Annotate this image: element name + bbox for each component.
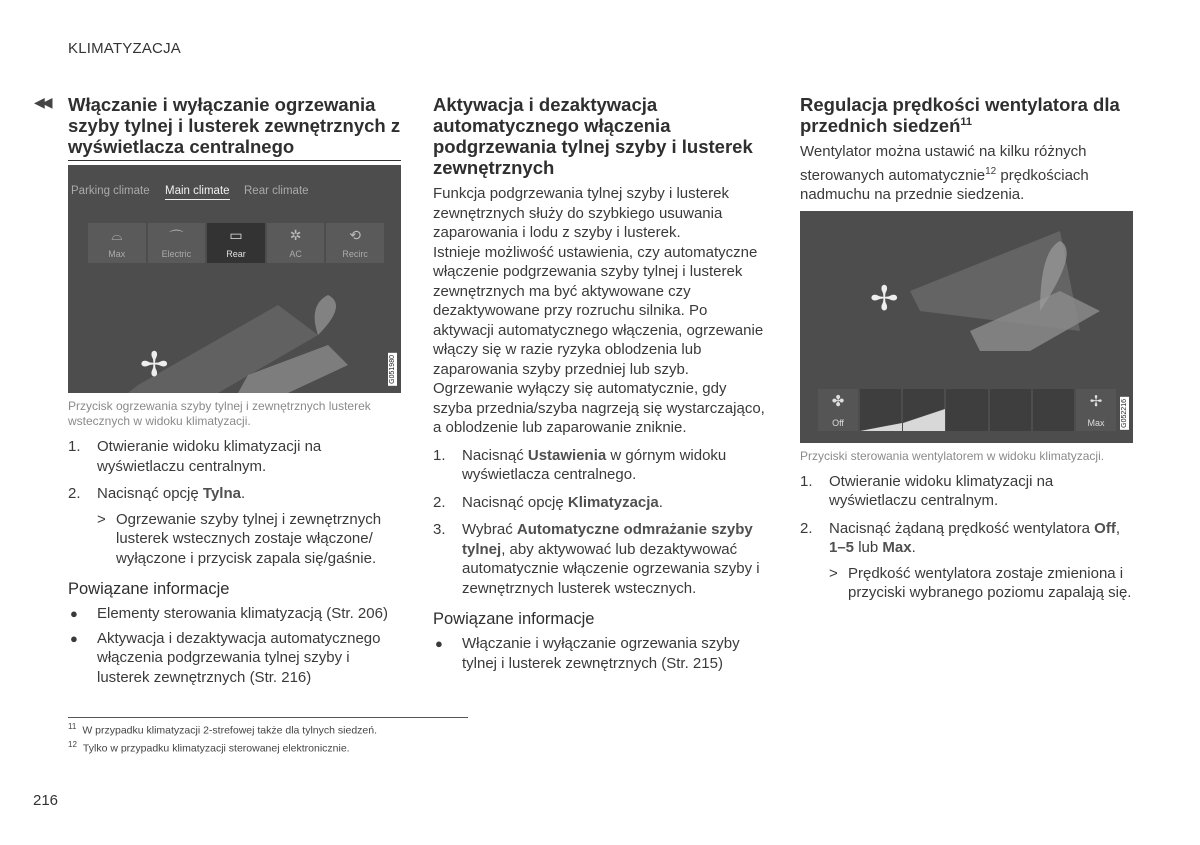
step-number: 1.: [800, 472, 813, 490]
related-text: Elementy sterowania klimatyzacją (Str. 206): [97, 605, 388, 622]
electric-windscreen-button[interactable]: [148, 223, 206, 263]
button-label: Max: [108, 249, 126, 259]
list-item: [433, 493, 766, 513]
figure-caption: Przyciski sterowania wentylatorem w widoku klimatyzacji.: [800, 448, 1105, 463]
option-name: Tylna: [202, 485, 241, 502]
fan-icon: ✢: [870, 279, 899, 318]
steps-list: [433, 446, 766, 599]
section-title: Włączanie i wyłączanie ogrzewania szyby tylnej i lusterek zewnętrznych z wyświetlacza centralnego: [68, 94, 401, 161]
tab-main-climate[interactable]: Main climate: [165, 185, 230, 200]
footnote-number: 12: [68, 740, 77, 749]
tab-parking-climate[interactable]: Parking climate: [71, 185, 150, 197]
step-text: Otwieranie widoku klimatyzacji na wyświetlaczu centralnym.: [97, 438, 322, 475]
page-number: 216: [33, 792, 59, 809]
max-defrost-icon: ⌓: [111, 227, 123, 243]
step-text: Nacisnąć: [462, 446, 528, 464]
section-title: [800, 94, 1133, 136]
fan-level-4[interactable]: [990, 389, 1031, 431]
related-link[interactable]: [68, 629, 401, 688]
option-name: Max: [882, 539, 912, 556]
figure-code: G052216: [1121, 398, 1128, 428]
bullet: ●: [70, 606, 78, 621]
intro-paragraph: [800, 142, 1133, 205]
step-number: 1.: [68, 438, 81, 455]
intro-paragraph: Funkcja podgrzewania tylnej szyby i lusterek zewnętrznych służy do szybkiego usuwania zaparowania i lodu z szyby i lusterek.: [433, 185, 729, 241]
steps-list: [800, 472, 1133, 558]
step-number: 3.: [433, 521, 446, 538]
step-text: Wybrać: [462, 521, 517, 538]
section-header: KLIMATYZACJA: [68, 40, 181, 57]
result-marker: >: [829, 564, 838, 582]
step-text: ,: [1115, 519, 1120, 537]
list-item: [68, 437, 401, 476]
electric-windscreen-icon: ⌒: [169, 229, 184, 245]
button-label: Rear: [226, 249, 246, 259]
airflow-illustration: [68, 275, 401, 393]
step-text: Nacisnąć opcję: [97, 485, 203, 502]
intro-paragraph: Istnieje możliwość ustawienia, czy automatyczne włączenie podgrzewania szyby tylnej i lusterek zewnętrznych ma być aktywowane czy dezaktywowane przy rozruchu silnika. Po aktywacji automatycznego włączenia, ogrzewanie włączy się w razie ryzyka oblodzenia lub zaparowania szyby przedniej lub szyb. Ogrzewanie wyłączy się automatycznie, gdy szyba przednia/szyba nagrzeją się wystarczająco, a oblodzenie lub zaparowanie zniknie.: [433, 243, 765, 436]
footnote-text: Tylko w przypadku klimatyzacji sterowanej elektronicznie.: [82, 742, 350, 755]
fan-level-1[interactable]: [860, 389, 901, 431]
footnote-text: W przypadku klimatyzacji 2-strefowej także dla tylnych siedzeń.: [82, 724, 378, 737]
fan-level-fill: [903, 389, 945, 431]
footnote-number: 11: [68, 722, 77, 731]
result-marker: >: [97, 510, 106, 528]
related-title: Powiązane informacje: [433, 610, 595, 628]
result-text: Ogrzewanie szyby tylnej i zewnętrznych lusterek wstecznych zostaje włączone/ wyłączone i przycisk zapala się/gaśnie.: [116, 510, 382, 567]
step-text: .: [658, 493, 663, 511]
recirculation-icon: ⟲: [349, 227, 362, 243]
fan-level-fill: [860, 389, 902, 431]
related-title: Powiązane informacje: [68, 580, 230, 598]
button-label: Recirc: [342, 249, 368, 259]
fan-icon: ✢: [140, 346, 169, 384]
button-label: Electric: [161, 249, 192, 259]
climate-screen-figure: [68, 165, 401, 393]
footnote-ref: 12: [985, 165, 997, 177]
bullet: ●: [70, 630, 78, 646]
footnote-ref: 11: [960, 115, 973, 128]
fan-off-button[interactable]: [818, 389, 858, 431]
figure-code: G051980: [389, 355, 396, 384]
related-list: [68, 604, 401, 687]
related-list: [433, 634, 766, 673]
figure-caption: Przycisk ogrzewania szyby tylnej i zewnętrznych lusterek wstecznych w widoku klimatyzacji.: [68, 399, 371, 428]
step-text: w górnym widoku wyświetlacza centralnego.: [462, 446, 727, 483]
option-name: Automatyczne odmrażanie szyby tylnej: [462, 521, 753, 558]
footnote: [68, 720, 468, 738]
tab-rear-climate[interactable]: Rear climate: [244, 185, 309, 197]
list-item: [68, 484, 401, 504]
ac-button[interactable]: [267, 223, 325, 263]
list-item: [800, 519, 1133, 558]
related-text: Włączanie i wyłączanie ogrzewania szyby tylnej i lusterek zewnętrznych (Str. 215): [462, 635, 740, 672]
fan-speed-row: [818, 389, 1116, 431]
fan-level-3[interactable]: [946, 389, 987, 431]
button-label: AC: [289, 249, 302, 259]
column-auto-rear-heating: [433, 94, 766, 673]
recirc-button[interactable]: [326, 223, 384, 263]
bullet: ●: [435, 636, 443, 651]
option-name: Off: [1094, 519, 1116, 537]
fan-level-2[interactable]: [903, 389, 944, 431]
step-result: [800, 564, 1133, 603]
intro-text: Wentylator można ustawić na kilku różnych sterowanych automatycznie: [800, 143, 1087, 184]
fan-max-button[interactable]: [1076, 389, 1116, 431]
step-text: .: [240, 485, 246, 502]
fan-max-label: Max: [1087, 417, 1105, 428]
step-text: Otwieranie widoku klimatyzacji na wyświetlaczu centralnym.: [829, 472, 1054, 509]
max-defrost-button[interactable]: [88, 223, 146, 263]
list-item: [800, 472, 1133, 511]
step-text: Nacisnąć opcję: [462, 493, 568, 511]
related-link[interactable]: [433, 634, 766, 673]
section-title: Aktywacja i dezaktywacja automatycznego włączenia podgrzewania tylnej szyby i lusterek zewnętrznych: [433, 94, 753, 178]
fan-off-icon: ✤: [831, 392, 845, 410]
step-number: 2.: [800, 519, 813, 537]
related-text: Aktywacja i dezaktywacja automatycznego włączenia podgrzewania tylnej szyby i lusterek zewnętrznych (Str. 216): [97, 629, 381, 686]
rear-window-heating-icon: ▭: [229, 227, 243, 243]
step-text: Nacisnąć żądaną prędkość wentylatora: [829, 519, 1095, 537]
fan-control-figure: [800, 211, 1133, 443]
step-number: 1.: [433, 446, 446, 464]
step-number: 2.: [68, 485, 81, 502]
related-link[interactable]: [68, 604, 401, 624]
list-item: [433, 520, 766, 598]
fan-level-5[interactable]: [1033, 389, 1074, 431]
fan-max-icon: ✢: [1089, 392, 1103, 410]
list-item: [433, 446, 766, 485]
steps-list: [68, 437, 401, 504]
option-name: Ustawienia: [527, 446, 607, 464]
airflow-illustration: [800, 211, 1133, 389]
option-name: Klimatyzacja: [567, 493, 659, 511]
rear-window-heating-button[interactable]: [207, 223, 265, 263]
footnote: [68, 738, 468, 756]
climate-button-row: [88, 223, 384, 263]
title-text: Regulacja prędkości wentylatora dla przednich siedzeń: [800, 94, 1120, 136]
result-text: Prędkość wentylatora zostaje zmieniona i przyciski wybranego poziomu zapalają się.: [848, 564, 1132, 601]
step-text: , aby aktywować lub dezaktywować automatycznie włączenie ogrzewania szyby i zewnętrznych lusterek wstecznych.: [462, 540, 760, 597]
fan-off-label: Off: [832, 417, 844, 428]
option-name: 1–5: [829, 539, 855, 556]
footnotes: [68, 717, 468, 756]
intro-text: prędkościach nadmuchu na przednie siedzenia.: [800, 166, 1089, 203]
double-chevron-left-icon[interactable]: ◀◀: [34, 94, 50, 110]
column-fan-speed: [800, 94, 1133, 603]
ac-snowflake-icon: ✲: [289, 227, 302, 243]
step-result: [68, 510, 401, 569]
step-text: .: [911, 539, 916, 556]
column-rear-heating: [68, 94, 401, 687]
step-text: lub: [854, 539, 883, 556]
step-number: 2.: [433, 493, 446, 511]
